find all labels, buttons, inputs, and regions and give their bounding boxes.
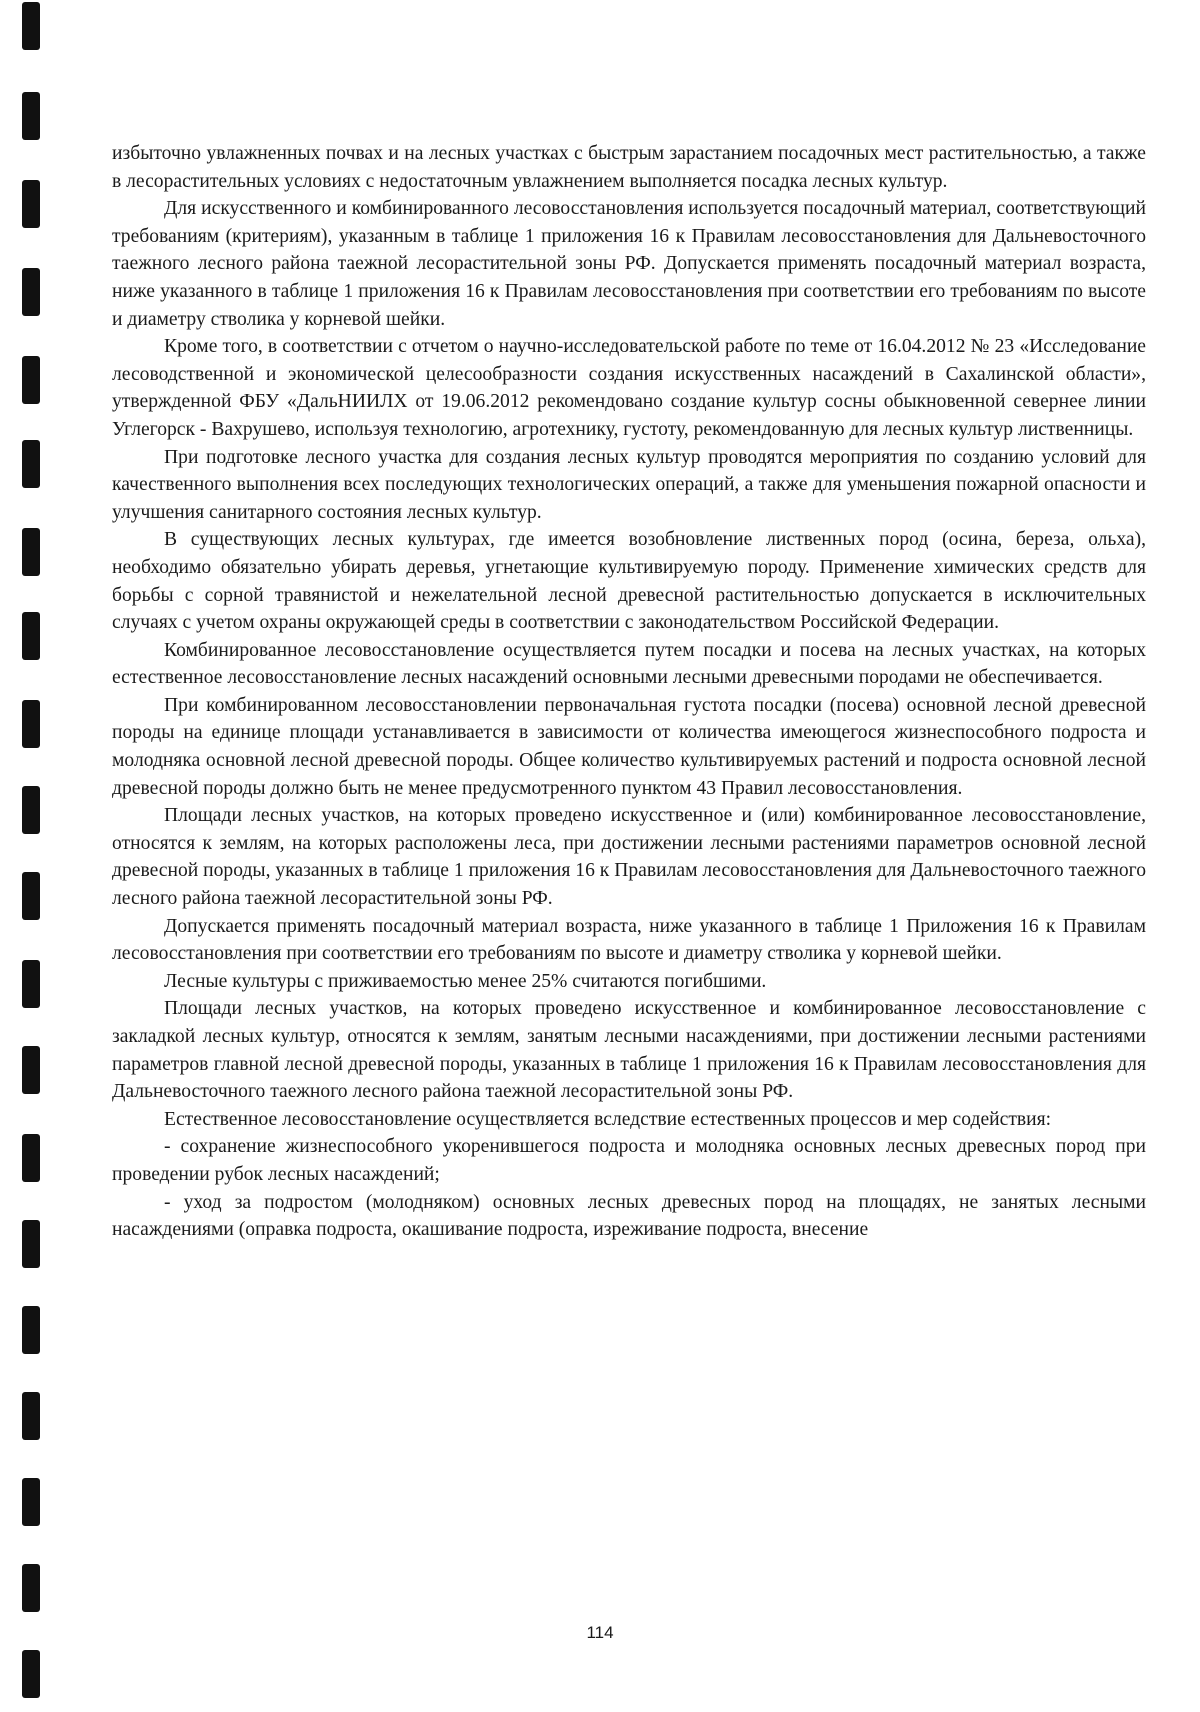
list-item: - уход за подростом (молодняком) основных лесных древесных пород на площадях, не занятых лесными насаждениями (оправка подроста, окашивание подроста, изреживание подроста, внесение [112,1191,1146,1241]
binding-hole [22,872,40,920]
paragraph: Для искусственного и комбинированного лесовосстановления используется посадочный материал, соответствующий требованиям (критериям), указанным в таблице 1 приложения 16 к Правилам лесовосстановления для Дальневосточного таежного лесного района таежной лесорастительной зоны РФ. Допускается применять посадочный материал возраста, ниже указанного в таблице 1 приложения 16 к Правилам лесовосстановления при соответствии его требованиям по высоте и диаметру стволика у корневой шейки. [112,198,1146,330]
paragraph: Кроме того, в соответствии с отчетом о научно-исследовательской работе по теме от 16.04.2012 № 23 «Исследование лесоводственной и экономической целесообразности создания искусственных насаждений в Сахалинской области», утвержденной ФБУ «ДальНИИЛХ от 19.06.2012 рекомендовано создание культур сосны обыкновенной севернее линии Углегорск - Вахрушево, используя технологию, агротехнику, густоту, рекомендованную для лесных культур лиственницы. [112,336,1146,440]
paragraph: Лесные культуры с приживаемостью менее 25% считаются погибшими. [164,970,767,992]
document-body [112,140,1146,1244]
binding-hole [22,440,40,488]
binding-hole [22,786,40,834]
binding-hole [22,528,40,576]
binding-hole [22,960,40,1008]
binding-hole [22,1564,40,1612]
paragraph: При комбинированном лесовосстановлении первоначальная густота посадки (посева) основной лесной древесной породы на единице площади устанавливается в зависимости от количества имеющегося жизнеспособного подроста и молодняка основной лесной древесной породы. Общее количество культивируемых растений и подроста основной лесной древесной породы должно быть не менее предусмотренного пунктом 43 Правил лесовосстановления. [112,694,1146,799]
binding-hole [22,268,40,316]
paragraph: При подготовке лесного участка для создания лесных культур проводятся мероприятия по созданию условий для качественного выполнения всех последующих технологических операций, а также для уменьшения пожарной опасности и улучшения санитарного состояния лесных культур. [112,446,1146,523]
paragraph: Естественное лесовосстановление осуществляется вследствие естественных процессов и мер содействия: [164,1108,1052,1130]
paragraph: избыточно увлажненных почвах и на лесных участках с быстрым зарастанием посадочных мест растительностью, а также в лесорастительных условиях с недостаточным увлажнением выполняется посадка лесных культур. [112,143,1146,192]
paragraph: Площади лесных участков, на которых проведено искусственное и комбинированное лесовосстановление с закладкой лесных культур, относятся к землям, занятым лесными насаждениями, при достижении лесными растениями параметров главной лесной древесной породы, указанных в таблице 1 приложения 16 к Правилам лесовосстановления для Дальневосточного таежного лесного района таежной лесорастительной зоны РФ. [112,998,1146,1103]
binding-hole [22,92,40,140]
binding-hole [22,1134,40,1182]
list-item: - сохранение жизнеспособного укоренившегося подроста и молодняка основных лесных древесных пород при проведении рубок лесных насаждений; [112,1136,1146,1185]
binding-hole [22,612,40,660]
paragraph: В существующих лесных культурах, где имеется возобновление лиственных пород (осина, береза, ольха), необходимо обязательно убирать деревья, угнетающие культивируемую породу. Применение химических средств для борьбы с сорной травянистой и нежелательной лесной древесной растительностью допускается в исключительных случаях с учетом охраны окружающей среды в соответствии с законодательством Российской Федерации. [112,529,1146,634]
binding-hole [22,1478,40,1526]
paragraph: Допускается применять посадочный материал возраста, ниже указанного в таблице 1 Приложения 16 к Правилам лесовосстановления при соответствии его требованиям по высоте и диаметру стволика у корневой шейки. [112,915,1146,965]
binding-hole [22,1046,40,1094]
binding-hole [22,1392,40,1440]
paragraph: Комбинированное лесовосстановление осуществляется путем посадки и посева на лесных участках, на которых естественное лесовосстановление лесных насаждений основными лесными древесными породами не обеспечивается. [112,639,1146,689]
binding-hole [22,2,40,50]
binding-hole [22,1650,40,1698]
binding-hole [22,356,40,404]
binding-hole [22,700,40,748]
binding-holes [0,0,60,1712]
binding-hole [22,1220,40,1268]
binding-hole [22,180,40,228]
paragraph: Площади лесных участков, на которых проведено искусственное и (или) комбинированное лесовосстановление, относятся к землям, на которых расположены леса, при достижении лесными растениями параметров основной лесной древесной породы, указанных в таблице 1 приложения 16 к Правилам лесовосстановления для Дальневосточного таежного лесного района таежной лесорастительной зоны РФ. [112,805,1146,910]
binding-hole [22,1306,40,1354]
page-number: 114 [586,1623,614,1642]
